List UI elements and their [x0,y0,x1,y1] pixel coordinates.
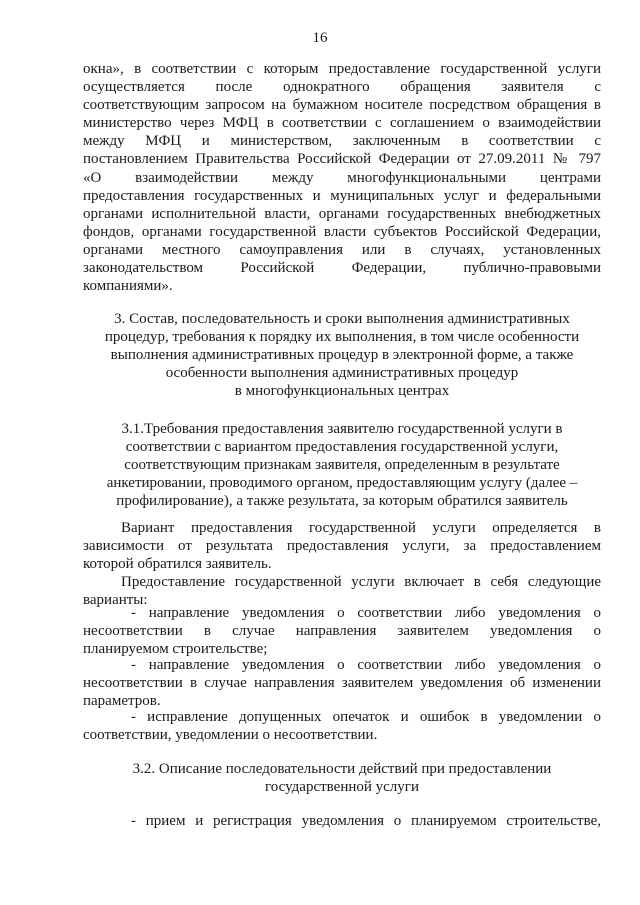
text-line: которой обратился заявитель. [83,556,272,573]
variant-item-2 [83,656,601,710]
text-line: министерство через МФЦ в соответствии с соглашением о взаимодействии [83,115,601,132]
text-line: «О взаимодействии между многофункциональными центрами [83,169,601,186]
text-line: предоставления государственных и муниципальных услуг и федеральными [83,187,601,204]
variant-item-3 [83,708,601,744]
text-line: - направление уведомления о соответствии либо уведомления о [131,657,601,673]
text-line: соответствии, уведомлении о несоответствии. [83,727,378,744]
heading-line: государственной услуги [265,779,419,796]
heading-line: анкетировании, проводимого органом, предоставляющим услугу (далее – [106,475,578,492]
text-line: варианты: [83,592,148,609]
paragraph-variant-definition [83,519,601,573]
heading-line: 3.2. Описание последовательности действий при предоставлении [132,761,552,777]
text-line: несоответствии в случае направления заявителем уведомления об изменении [83,675,601,692]
text-line: - исправление допущенных опечаток и ошибок в уведомлении о [131,709,601,725]
heading-line: выполнения административных процедур в электронной форме, а также [110,347,574,364]
heading-line: процедур, требования к порядку их выполнения, в том числе особенности [104,329,580,346]
heading-line: 3.1.Требования предоставления заявителю государственной услуги в [121,421,563,437]
text-line: Вариант предоставления государственной услуги определяется в [121,520,601,536]
text-line: окна», в соответствии с которым предоставление государственной услуги [83,61,601,77]
section-3-heading [83,310,601,400]
heading-line: 3. Состав, последовательность и сроки выполнения административных [114,311,570,327]
heading-line: соответствии с вариантом предоставления государственной услуги, [125,439,559,456]
text-line: органами исполнительной власти, органами государственных внебюджетных [83,205,601,222]
text-line: между МФЦ и министерством, заключенным в соответствии с [83,133,601,150]
text-line: компаниями». [83,278,173,295]
heading-line: в многофункциональных центрах [234,383,450,400]
paragraph-reception [83,812,601,830]
text-line: соответствующим запросом на бумажном носителе посредством обращения в [83,97,601,114]
heading-line: особенности выполнения административных процедур [165,365,519,382]
text-line: - направление уведомления о соответствии либо уведомления о [131,605,601,621]
text-line: параметров. [83,693,161,710]
text-line: законодательством Российской Федерации, публично-правовыми [83,260,601,277]
text-line: планируемом строительстве; [83,641,268,658]
section-3-2-heading [83,760,601,796]
heading-line: профилирование), а также результата, за которым обратился заявитель [116,493,568,510]
text-line: зависимости от результата предоставления услуги, за предоставлением [83,538,601,555]
section-3-1-heading [83,420,601,510]
variant-item-1 [83,604,601,658]
text-line: несоответствии в случае направления заявителем уведомления о [83,623,601,640]
text-line: органами местного самоуправления или в случаях, установленных [83,241,601,258]
text-line: - прием и регистрация уведомления о планируемом строительстве, [131,813,601,829]
paragraph-continuation [83,60,601,295]
heading-line: соответствующим признакам заявителя, определенным в результате [124,457,560,474]
page-number: 16 [312,30,328,46]
text-line: постановлением Правительства Российской Федерации от 27.09.2011 № 797 [83,151,601,168]
text-line: осуществляется после однократного обращения заявителя с [83,79,601,96]
text-line: Предоставление государственной услуги включает в себя следующие [121,574,601,590]
text-line: фондов, органами государственной власти субъектов Российской Федерации, [83,223,601,240]
